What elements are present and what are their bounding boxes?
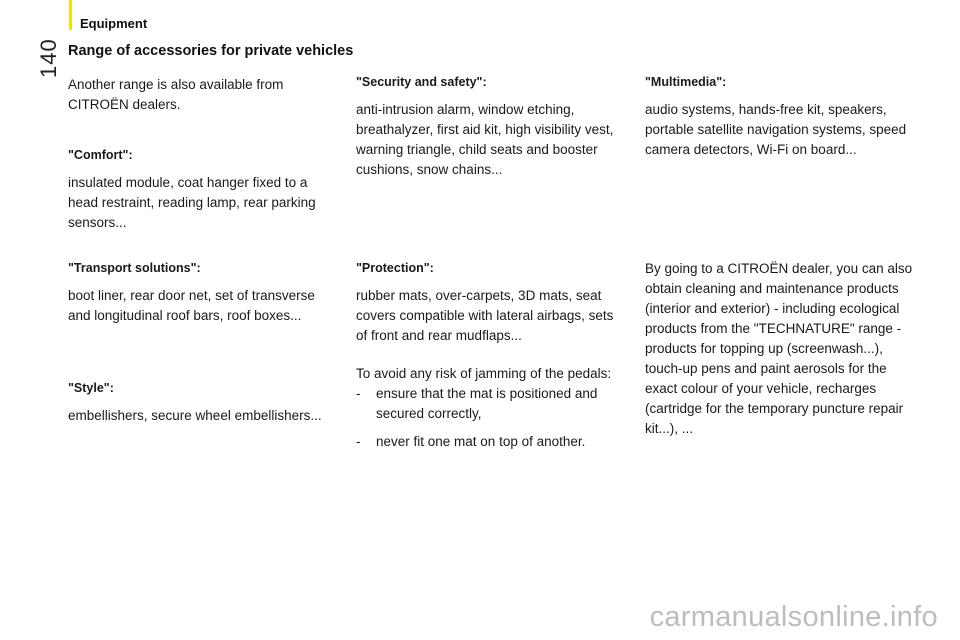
pedal-warning-item: - never fit one mat on top of another.	[356, 432, 626, 452]
multimedia-heading: "Multimedia":	[645, 75, 727, 89]
protection-heading: "Protection":	[356, 261, 434, 275]
style-text: embellishers, secure wheel embellishers...	[68, 408, 322, 423]
style-block	[68, 378, 338, 426]
comfort-text: insulated module, coat hanger fixed to a head restraint, reading lamp, rear parking sensors...	[68, 175, 316, 230]
style-heading: "Style":	[68, 381, 114, 395]
section-label: Equipment	[80, 16, 148, 31]
multimedia-block	[645, 72, 915, 160]
transport-text: boot liner, rear door net, set of transverse and longitudinal roof bars, roof boxes...	[68, 288, 315, 323]
page-number: 140	[36, 38, 61, 78]
pedal-warning-intro: To avoid any risk of jamming of the pedals:	[356, 366, 612, 381]
comfort-heading: "Comfort":	[68, 148, 133, 162]
comfort-block	[68, 145, 338, 233]
pedal-warning-block	[356, 364, 626, 460]
pedal-warning-item: - ensure that the mat is positioned and secured correctly,	[356, 384, 626, 424]
dealer-note-text: By going to a CITROËN dealer, you can also obtain cleaning and maintenance products (interior and exterior) - including ecological products from the "TECHNATURE" range - products for topping up (screenwash...), touch-up pens and paint aerosols for the exact colour of your vehicle, recharges (cartridge for the temporary puncture repair kit...), ...	[645, 261, 913, 436]
dealer-note-block	[645, 259, 915, 439]
protection-block	[356, 258, 626, 346]
transport-block	[68, 258, 338, 326]
intro-text: Another range is also available from CITROËN dealers.	[68, 77, 284, 112]
security-text: anti-intrusion alarm, window etching, breathalyzer, first aid kit, high visibility vest, warning triangle, child seats and booster cushions, snow chains...	[356, 102, 614, 177]
intro-block	[68, 75, 338, 115]
transport-heading: "Transport solutions":	[68, 261, 201, 275]
security-heading: "Security and safety":	[356, 75, 487, 89]
pedal-warning-list	[356, 384, 626, 452]
page-title: Range of accessories for private vehicles	[68, 43, 354, 59]
protection-text: rubber mats, over-carpets, 3D mats, seat covers compatible with lateral airbags, sets of front and rear mudflaps...	[356, 288, 614, 343]
multimedia-text: audio systems, hands-free kit, speakers, portable satellite navigation systems, speed camera detectors, Wi-Fi on board...	[645, 102, 907, 157]
section-accent-bar	[69, 0, 72, 30]
watermark: carmanualsonline.info	[649, 601, 938, 633]
security-block	[356, 72, 626, 180]
